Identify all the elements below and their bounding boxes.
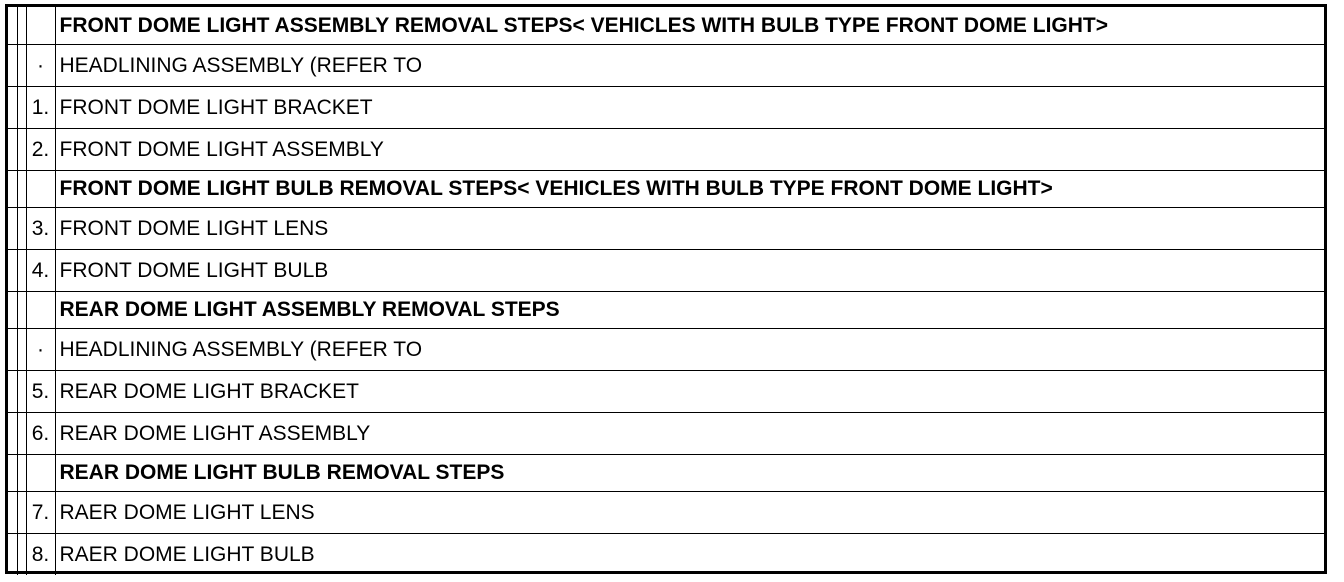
step-number-cell: 4. (26, 249, 55, 291)
removal-steps-body (8, 7, 1324, 575)
section-heading-row (8, 7, 1324, 44)
step-number-cell: 1. (26, 86, 55, 128)
step-row (8, 533, 1324, 575)
step-text: REAR DOME LIGHT ASSEMBLY (55, 412, 1324, 454)
margin-cell (8, 412, 17, 454)
margin-cell (8, 86, 17, 128)
margin-cell (8, 291, 17, 328)
step-number-cell: 6. (26, 412, 55, 454)
margin-cell (17, 7, 26, 44)
margin-cell (17, 249, 26, 291)
step-number-cell (26, 170, 55, 207)
step-number-cell: 3. (26, 207, 55, 249)
step-number-cell: 2. (26, 128, 55, 170)
step-number-cell: 8. (26, 533, 55, 575)
section-heading-text: REAR DOME LIGHT BULB REMOVAL STEPS (55, 454, 1324, 491)
margin-cell (17, 454, 26, 491)
margin-cell (8, 44, 17, 86)
section-heading-row (8, 454, 1324, 491)
margin-cell (17, 491, 26, 533)
margin-cell (8, 454, 17, 491)
step-row (8, 412, 1324, 454)
margin-cell (8, 491, 17, 533)
step-text: FRONT DOME LIGHT BRACKET (55, 86, 1324, 128)
step-number-cell: 7. (26, 491, 55, 533)
margin-cell (8, 128, 17, 170)
step-number-cell (26, 291, 55, 328)
step-number-cell: 5. (26, 370, 55, 412)
removal-steps-sheet (5, 4, 1327, 574)
section-heading-row (8, 291, 1324, 328)
margin-cell (17, 328, 26, 370)
margin-cell (8, 170, 17, 207)
step-row (8, 249, 1324, 291)
margin-cell (17, 370, 26, 412)
step-text: HEADLINING ASSEMBLY (REFER TO (55, 44, 1324, 86)
margin-cell (8, 249, 17, 291)
step-text: FRONT DOME LIGHT ASSEMBLY (55, 128, 1324, 170)
step-row (8, 44, 1324, 86)
step-number-cell (26, 454, 55, 491)
margin-cell (8, 7, 17, 44)
step-row (8, 491, 1324, 533)
margin-cell (8, 207, 17, 249)
margin-cell (17, 533, 26, 575)
step-text: RAER DOME LIGHT LENS (55, 491, 1324, 533)
step-row (8, 86, 1324, 128)
margin-cell (17, 170, 26, 207)
section-heading-text: REAR DOME LIGHT ASSEMBLY REMOVAL STEPS (55, 291, 1324, 328)
margin-cell (17, 128, 26, 170)
step-number-cell: · (26, 328, 55, 370)
margin-cell (17, 44, 26, 86)
step-text: HEADLINING ASSEMBLY (REFER TO (55, 328, 1324, 370)
margin-cell (17, 291, 26, 328)
step-row (8, 207, 1324, 249)
step-text: FRONT DOME LIGHT BULB (55, 249, 1324, 291)
margin-cell (8, 328, 17, 370)
margin-cell (17, 86, 26, 128)
section-heading-text: FRONT DOME LIGHT BULB REMOVAL STEPS< VEHICLES WITH BULB TYPE FRONT DOME LIGHT> (55, 170, 1324, 207)
step-row (8, 328, 1324, 370)
step-number-cell: · (26, 44, 55, 86)
step-number-cell (26, 7, 55, 44)
step-text: RAER DOME LIGHT BULB (59, 542, 315, 566)
step-row (8, 370, 1324, 412)
step-text: FRONT DOME LIGHT LENS (55, 207, 1324, 249)
step-row (8, 128, 1324, 170)
margin-cell (8, 370, 17, 412)
section-heading-row (8, 170, 1324, 207)
step-text: REAR DOME LIGHT BRACKET (55, 370, 1324, 412)
margin-cell (17, 207, 26, 249)
removal-steps-table (8, 7, 1324, 575)
section-heading-text: FRONT DOME LIGHT ASSEMBLY REMOVAL STEPS< VEHICLES WITH BULB TYPE FRONT DOME LIGHT> (55, 7, 1324, 44)
margin-cell (17, 412, 26, 454)
margin-cell (8, 533, 17, 575)
